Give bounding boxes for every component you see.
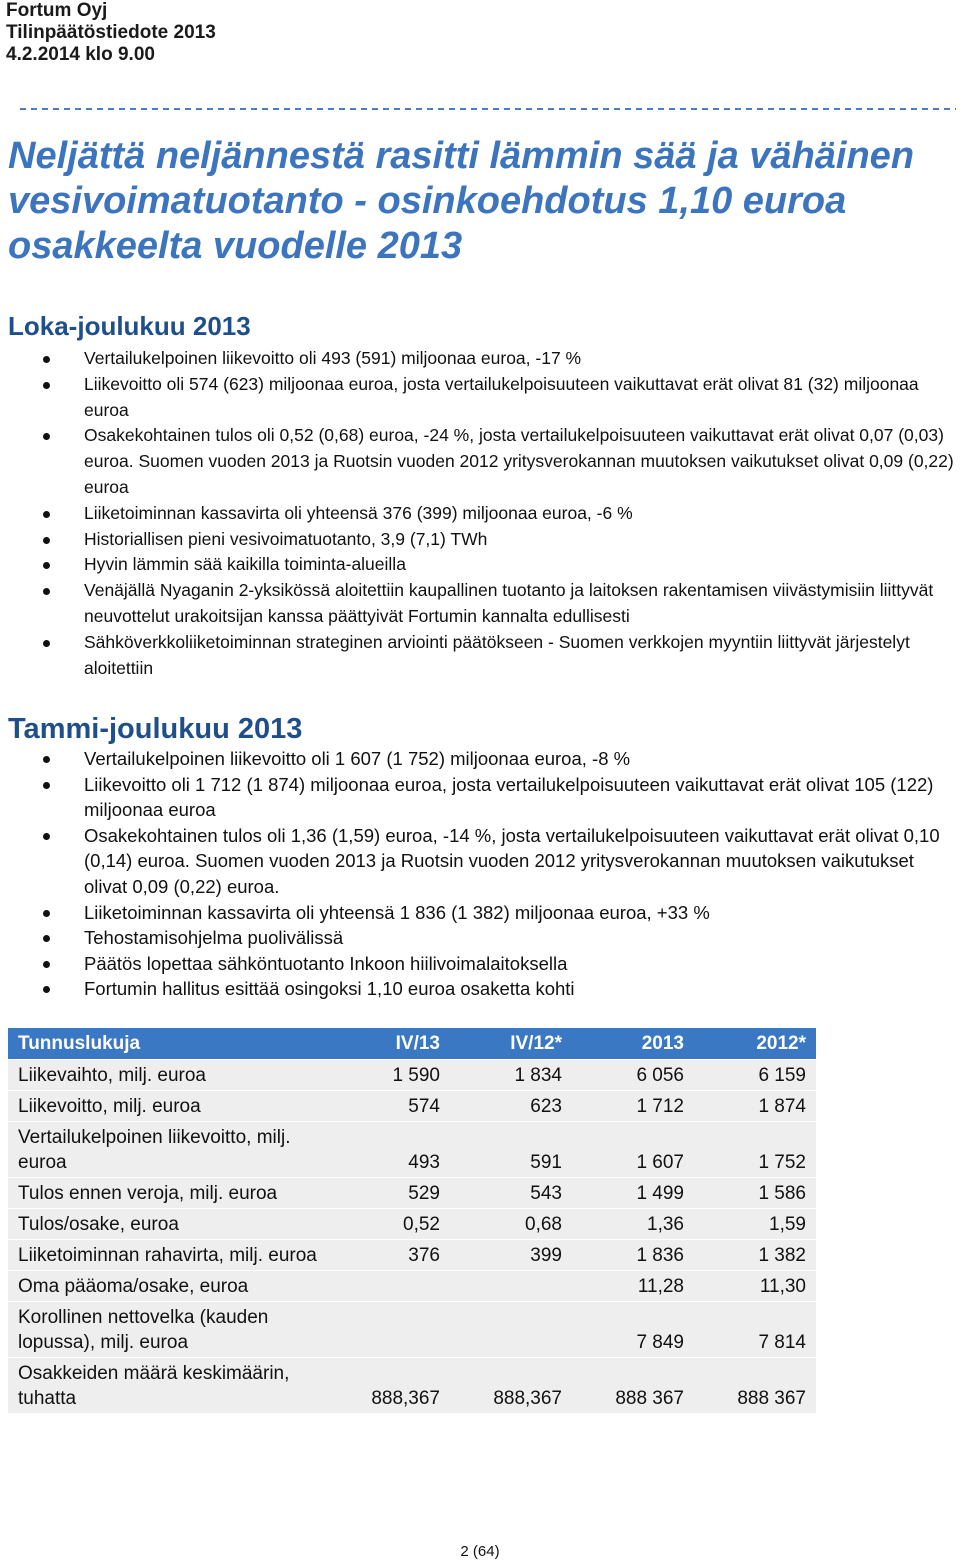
column-header: IV/12* [450,1028,572,1060]
row-label: Tulos ennen veroja, milj. euroa [8,1178,328,1209]
table-cell: 888,367 [328,1358,450,1414]
table-cell: 888 367 [694,1358,816,1414]
list-item: Fortumin hallitus esittää osingoksi 1,10 euroa osaketta kohti [0,976,958,1002]
table-cell: 529 [328,1178,450,1209]
table-row [8,1209,816,1240]
table-cell: 0,52 [328,1209,450,1240]
table-row [8,1060,816,1091]
table-cell: 1,36 [572,1209,694,1240]
list-item: Osakekohtainen tulos oli 1,36 (1,59) euroa, -14 %, josta vertailukelpoisuuteen vaikuttavat erät olivat 0,10 (0,14) euroa. Suomen vuoden 2013 ja Ruotsin vuoden 2012 yritysverokannan muutoksen vaikutukset olivat 0,09 (0,22) euroa. [0,823,958,900]
row-label: Liikevaihto, milj. euroa [8,1060,328,1091]
table-cell: 1 590 [328,1060,450,1091]
table-cell: 1 834 [450,1060,572,1091]
table-cell: 1 874 [694,1091,816,1122]
table-cell: 6 159 [694,1060,816,1091]
row-label: Tulos/osake, euroa [8,1209,328,1240]
row-label: Korollinen nettovelka (kauden lopussa), milj. euroa [8,1302,328,1358]
company-name: Fortum Oyj [6,0,108,21]
row-label: Vertailukelpoinen liikevoitto, milj. euroa [8,1122,328,1178]
table-row [8,1091,816,1122]
table-cell: 1 836 [572,1240,694,1271]
table-cell: 1 382 [694,1240,816,1271]
table-row [8,1178,816,1209]
list-item: Vertailukelpoinen liikevoitto oli 1 607 (1 752) miljoonaa euroa, -8 % [0,746,958,772]
row-label: Osakkeiden määrä keskimäärin, tuhatta [8,1358,328,1414]
document-header [6,0,216,66]
list-item: Liikevoitto oli 574 (623) miljoonaa euroa, josta vertailukelpoisuuteen vaikuttavat erät olivat 81 (32) miljoonaa euroa [0,372,958,424]
table-cell: 591 [450,1122,572,1178]
table-row [8,1358,816,1414]
row-label: Liikevoitto, milj. euroa [8,1091,328,1122]
table-cell: 888 367 [572,1358,694,1414]
table-cell: 623 [450,1091,572,1122]
table-cell: 11,30 [694,1271,816,1302]
list-item: Venäjällä Nyaganin 2-yksikössä aloitettiin kaupallinen tuotanto ja laitoksen rakentamisen viivästymisiin liittyvät neuvottelut urakoitsijan kanssa päättyivät Fortumin kannalta edullisesti [0,578,958,630]
row-label: Liiketoiminnan rahavirta, milj. euroa [8,1240,328,1271]
table-cell: 0,68 [450,1209,572,1240]
column-header: 2013 [572,1028,694,1060]
list-item: Päätös lopettaa sähköntuotanto Inkoon hiilivoimalaitoksella [0,951,958,977]
section-heading-q4: Loka-joulukuu 2013 [8,311,251,341]
table-cell: 7 814 [694,1302,816,1358]
table-cell [328,1271,450,1302]
table-row [8,1240,816,1271]
table-cell: 11,28 [572,1271,694,1302]
table-cell: 888,367 [450,1358,572,1414]
list-item: Historiallisen pieni vesivoimatuotanto, 3,9 (7,1) TWh [0,527,958,553]
table-cell [328,1302,450,1358]
table-cell: 6 056 [572,1060,694,1091]
table-row [8,1271,816,1302]
table-cell [450,1302,572,1358]
table-cell: 1 586 [694,1178,816,1209]
table-cell: 399 [450,1240,572,1271]
column-header: 2012* [694,1028,816,1060]
table-cell: 543 [450,1178,572,1209]
column-header: IV/13 [328,1028,450,1060]
list-item: Hyvin lämmin sää kaikilla toiminta-alueilla [0,552,958,578]
table-header-row [8,1028,816,1060]
table-cell: 574 [328,1091,450,1122]
table-cell: 1 499 [572,1178,694,1209]
table-cell: 493 [328,1122,450,1178]
q4-bullet-list [0,346,958,681]
release-datetime: 4.2.2014 klo 9.00 [6,44,155,65]
list-item: Tehostamisohjelma puolivälissä [0,925,958,951]
table-cell: 1 607 [572,1122,694,1178]
table-cell [450,1271,572,1302]
document-title: Tilinpäätöstiedote 2013 [6,22,216,43]
table-row [8,1302,816,1358]
list-item: Vertailukelpoinen liikevoitto oli 493 (591) miljoonaa euroa, -17 % [0,346,958,372]
row-label: Oma pääoma/osake, euroa [8,1271,328,1302]
full-year-bullet-list [0,746,958,1002]
list-item: Liikevoitto oli 1 712 (1 874) miljoonaa euroa, josta vertailukelpoisuuteen vaikuttavat erät olivat 105 (122) miljoonaa euroa [0,772,958,823]
headline: Neljättä neljännestä rasitti lämmin sää ja vähäinen vesivoimatuotanto - osinkoehdotus 1,10 euroa osakkeelta vuodelle 2013 [8,135,915,267]
dashed-divider [20,108,956,110]
key-figures-table [8,1028,816,1413]
table-cell: 1 712 [572,1091,694,1122]
list-item: Liiketoiminnan kassavirta oli yhteensä 1 836 (1 382) miljoonaa euroa, +33 % [0,900,958,926]
table-cell: 7 849 [572,1302,694,1358]
list-item: Liiketoiminnan kassavirta oli yhteensä 376 (399) miljoonaa euroa, -6 % [0,501,958,527]
table-cell: 1,59 [694,1209,816,1240]
table-cell: 1 752 [694,1122,816,1178]
table-row [8,1122,816,1178]
section-heading-full-year: Tammi-joulukuu 2013 [8,713,303,745]
table-cell: 376 [328,1240,450,1271]
column-header: Tunnuslukuja [8,1028,328,1060]
list-item: Sähköverkkoliiketoiminnan strateginen arviointi päätökseen - Suomen verkkojen myyntiin liittyvät järjestelyt aloitettiin [0,630,958,682]
list-item: Osakekohtainen tulos oli 0,52 (0,68) euroa, -24 %, josta vertailukelpoisuuteen vaikuttavat erät olivat 0,07 (0,03) euroa. Suomen vuoden 2013 ja Ruotsin vuoden 2012 yritysverokannan muutoksen vaikutukset olivat 0,09 (0,22) euroa [0,423,958,500]
page-number: 2 (64) [460,1543,500,1560]
